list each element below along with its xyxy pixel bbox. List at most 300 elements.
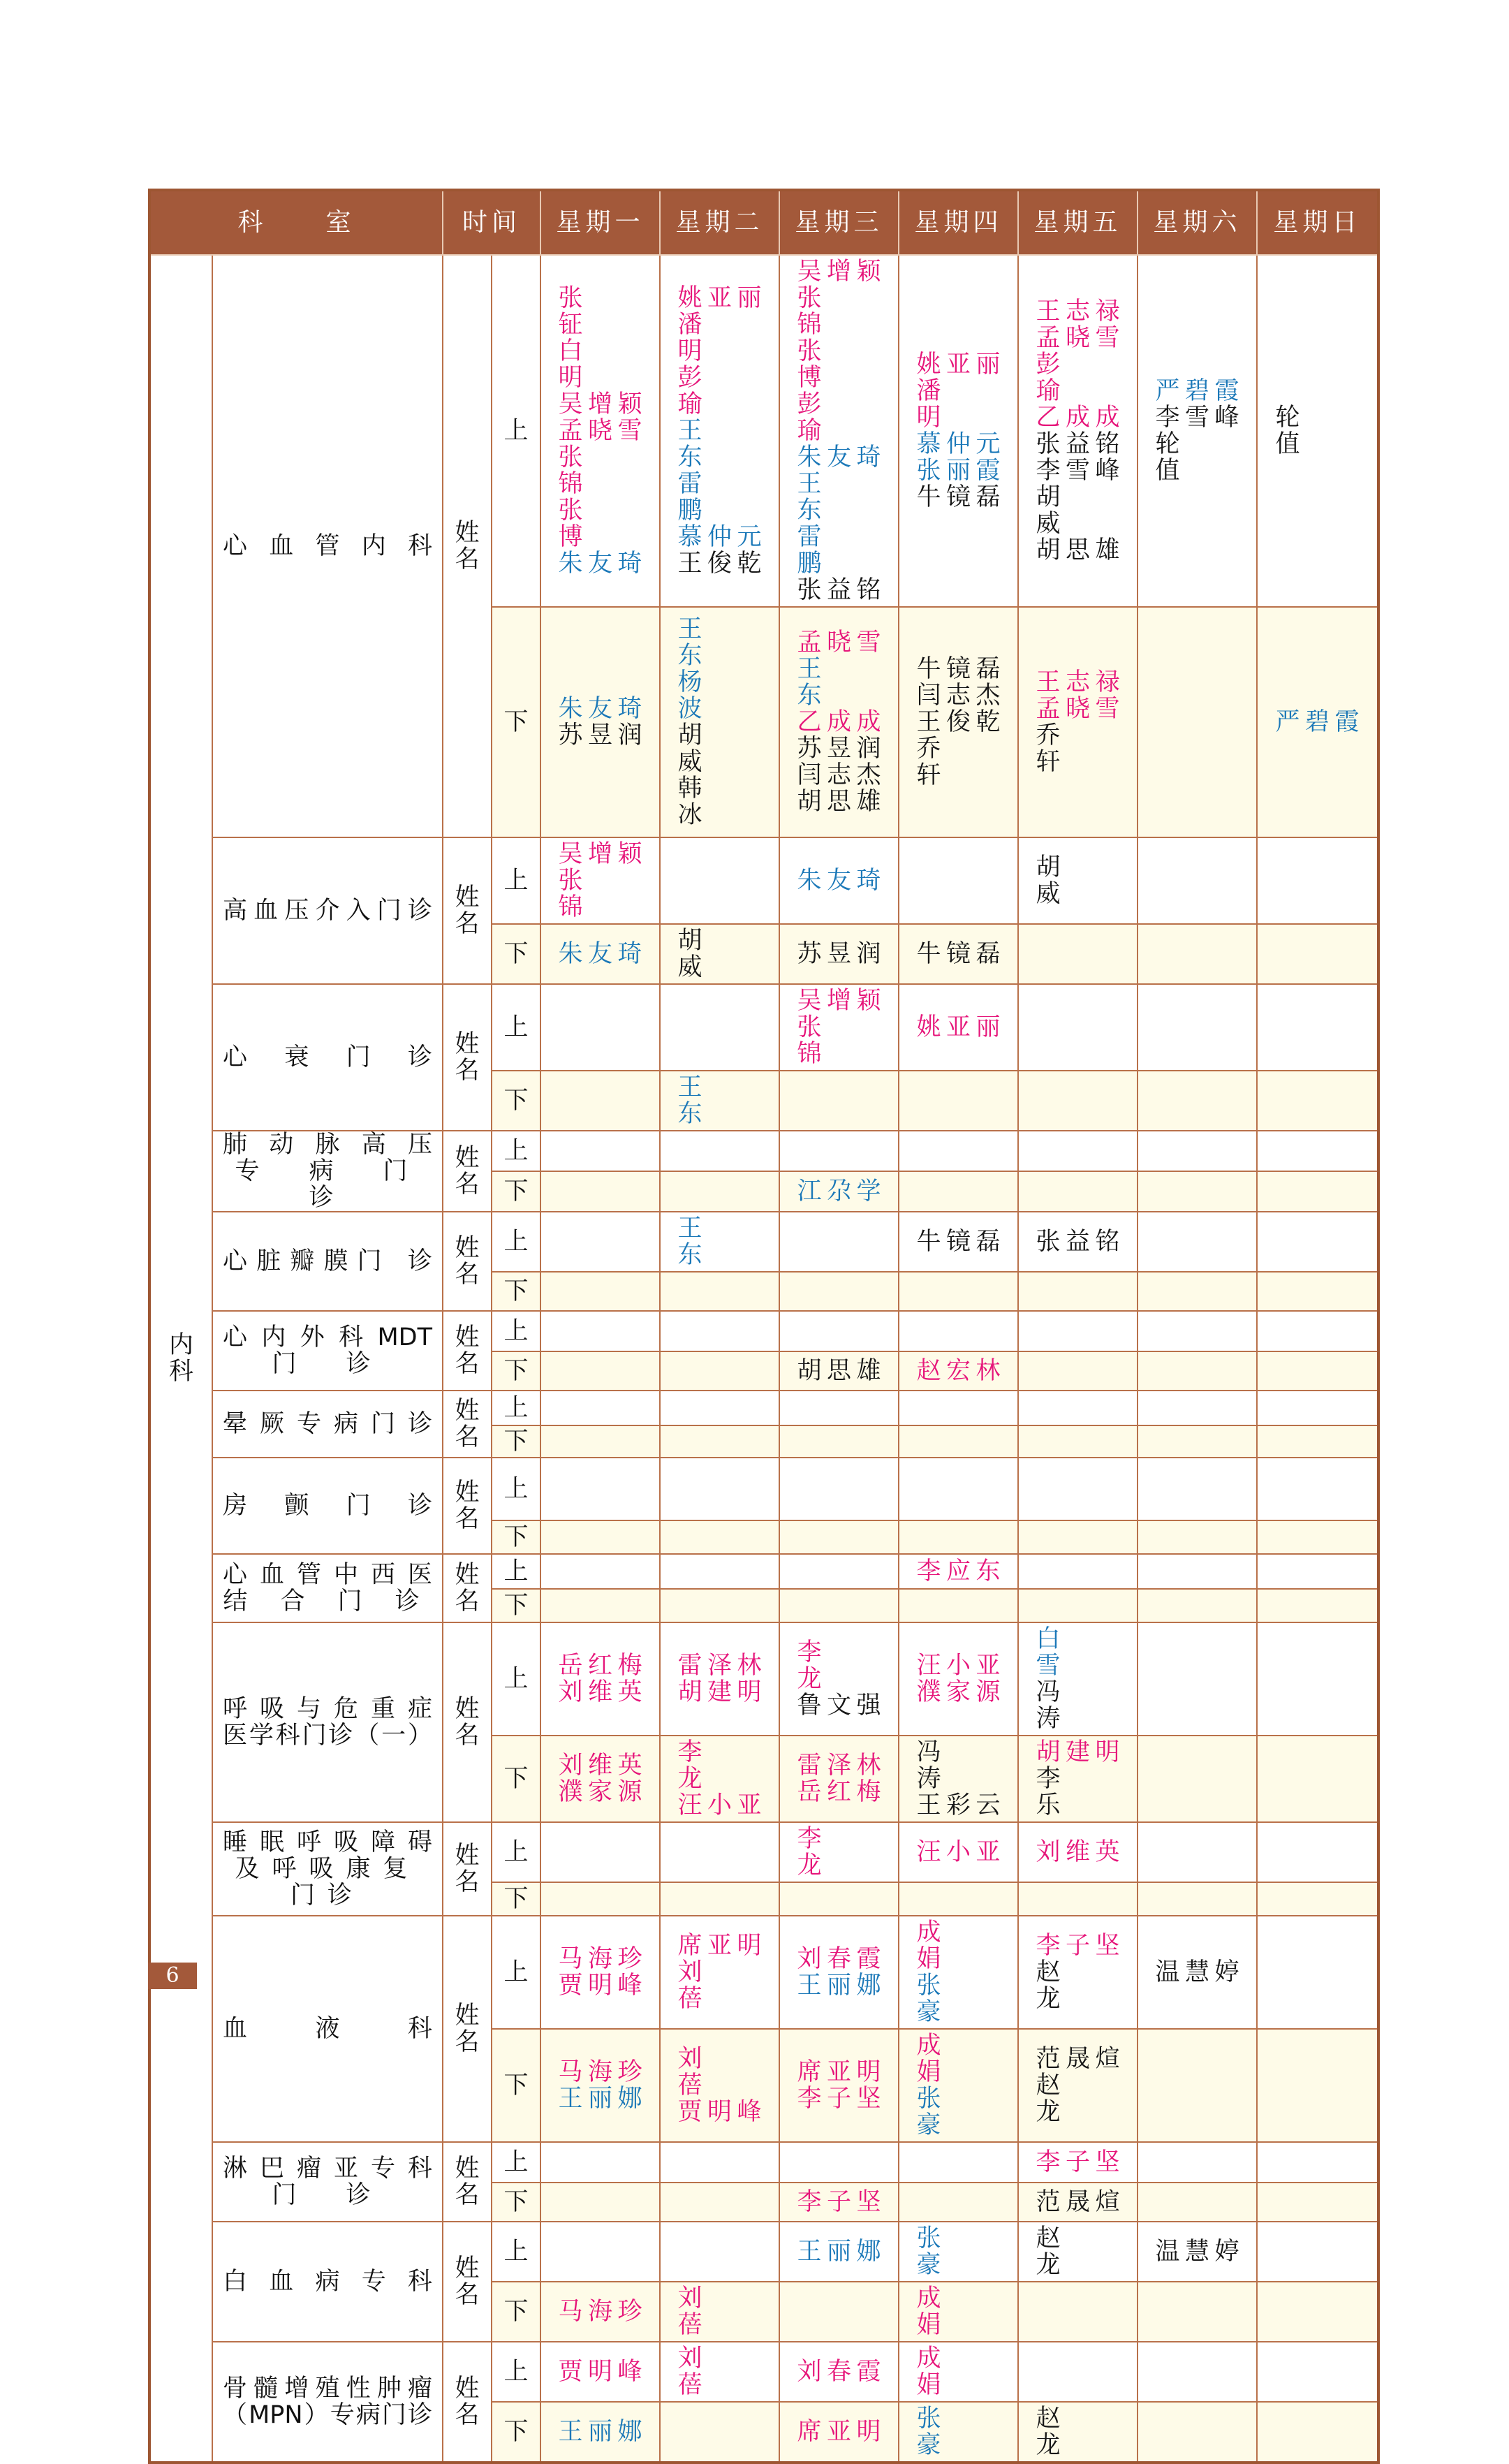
schedule-cell <box>899 2402 1018 2463</box>
doctor-name: 杨 波 <box>677 668 751 723</box>
schedule-cell <box>899 2183 1018 2222</box>
xingming-char: 姓 <box>455 2254 480 2282</box>
session-pm: 下 <box>492 1351 540 1391</box>
schedule-cell <box>899 837 1018 924</box>
session-pm: 下 <box>492 1071 540 1131</box>
department-name-line: 高血压介入门诊 <box>223 897 433 925</box>
xingming-char: 姓 <box>455 1695 480 1723</box>
clinic-schedule-table <box>148 189 1380 2464</box>
department-name-line: 及呼吸康复门诊 <box>235 1855 420 1909</box>
xingming-label <box>443 837 492 984</box>
schedule-cell <box>1018 2282 1138 2342</box>
session-am: 上 <box>492 1622 540 1736</box>
doctor-name: 刘维英 <box>558 1678 642 1706</box>
schedule-cell <box>1138 1351 1257 1391</box>
xingming-char: 姓 <box>455 1144 480 1172</box>
schedule-cell <box>1257 607 1378 837</box>
department-name-line: 心脏瓣膜门 诊 <box>223 1247 433 1275</box>
doctor-name: 王彩云 <box>916 1791 1001 1819</box>
department-name-line: 心 血 管 内 科 <box>223 532 433 560</box>
doctor-name: 雷泽林 <box>677 1652 762 1680</box>
schedule-cell <box>899 2029 1018 2142</box>
doctor-name: 朱友琦 <box>558 550 642 578</box>
doctor-name: 王丽娜 <box>797 2238 881 2266</box>
schedule-cell <box>779 1589 899 1622</box>
doctor-name: 王 东 <box>677 615 751 670</box>
schedule-cell <box>779 1822 899 1882</box>
schedule-cell <box>899 2142 1018 2183</box>
schedule-cell <box>1138 1391 1257 1425</box>
department-name <box>212 1391 443 1458</box>
schedule-cell <box>779 2222 899 2282</box>
schedule-cell <box>1018 607 1138 837</box>
schedule-cell <box>1257 1391 1378 1425</box>
category-char: 科 <box>168 1358 193 1386</box>
schedule-cell <box>1018 1589 1138 1622</box>
session-pm: 下 <box>492 1272 540 1311</box>
doctor-name: 雷 鹏 <box>797 523 871 578</box>
schedule-cell <box>660 1351 779 1391</box>
schedule-cell <box>779 1622 899 1736</box>
schedule-cell <box>540 1272 660 1311</box>
schedule-cell <box>660 1882 779 1916</box>
doctor-name: 成 娟 <box>916 2345 990 2399</box>
doctor-name: 吴增颖 <box>797 258 881 286</box>
schedule-cell <box>540 1458 660 1520</box>
schedule-cell <box>660 1212 779 1272</box>
schedule-cell <box>540 2029 660 2142</box>
schedule-cell <box>1138 2282 1257 2342</box>
xingming-char: 姓 <box>455 1030 480 1058</box>
schedule-cell <box>660 1171 779 1212</box>
schedule-cell <box>1138 2029 1257 2142</box>
schedule-cell <box>540 1554 660 1589</box>
department-name <box>212 2142 443 2222</box>
schedule-cell <box>660 837 779 924</box>
department-name-line: 结 合 门 诊 <box>223 1587 432 1615</box>
session-pm: 下 <box>492 607 540 837</box>
doctor-name: 王俊乾 <box>916 708 1001 736</box>
schedule-cell <box>1257 2222 1378 2282</box>
schedule-cell <box>1018 1736 1138 1822</box>
schedule-row-am <box>149 1822 1378 1882</box>
schedule-cell <box>779 984 899 1071</box>
doctor-name: 吴增颖 <box>558 390 642 418</box>
schedule-cell <box>540 1351 660 1391</box>
schedule-cell <box>1138 1520 1257 1554</box>
schedule-cell <box>1257 1589 1378 1622</box>
schedule-cell <box>779 1071 899 1131</box>
schedule-cell <box>1257 1071 1378 1131</box>
doctor-name: 李 龙 <box>797 1638 871 1693</box>
doctor-name: 乙成成 <box>1036 404 1120 432</box>
schedule-cell <box>540 607 660 837</box>
session-pm: 下 <box>492 2402 540 2463</box>
header-fri: 星期五 <box>1018 190 1138 255</box>
schedule-cell <box>1257 2282 1378 2342</box>
xingming-char: 姓 <box>455 1842 480 1870</box>
header-tue: 星期二 <box>660 190 779 255</box>
doctor-name: 王丽娜 <box>797 1972 881 2000</box>
doctor-name: 闫志杰 <box>916 682 1001 710</box>
xingming-char: 名 <box>455 1261 480 1289</box>
schedule-cell <box>1138 2222 1257 2282</box>
doctor-name: 姚亚丽 <box>916 351 1001 379</box>
schedule-cell <box>540 1131 660 1171</box>
schedule-cell <box>1257 2342 1378 2402</box>
schedule-cell <box>1018 255 1138 607</box>
xingming-label <box>443 1622 492 1822</box>
schedule-cell <box>540 1916 660 2029</box>
schedule-cell <box>1138 1171 1257 1212</box>
schedule-cell <box>540 924 660 984</box>
schedule-cell <box>660 1391 779 1425</box>
doctor-name: 李子坚 <box>797 2188 881 2216</box>
schedule-cell <box>1257 1882 1378 1916</box>
department-name-line: 专 病 门 诊 <box>235 1157 457 1212</box>
department-name <box>212 255 443 837</box>
schedule-cell <box>1257 924 1378 984</box>
doctor-name: 刘维英 <box>558 1752 642 1780</box>
session-am: 上 <box>492 984 540 1071</box>
schedule-cell <box>779 2342 899 2402</box>
schedule-cell <box>779 1212 899 1272</box>
department-name <box>212 2342 443 2463</box>
doctor-name: 李 龙 <box>677 1738 751 1793</box>
xingming-label <box>443 1212 492 1311</box>
schedule-cell <box>779 2282 899 2342</box>
schedule-cell <box>1257 1916 1378 2029</box>
schedule-cell <box>540 1882 660 1916</box>
doctor-name: 席亚明 <box>677 1932 762 1960</box>
doctor-name: 张 锦 <box>797 284 871 339</box>
xingming-label <box>443 255 492 837</box>
category-cell <box>149 255 212 2463</box>
xingming-char: 名 <box>455 2281 480 2309</box>
department-name-line: 白 血 病 专 科 <box>223 2268 433 2296</box>
doctor-name: 张 豪 <box>916 2405 990 2459</box>
doctor-name: 刘维英 <box>1036 1838 1120 1866</box>
doctor-name: 慕仲元 <box>916 430 1001 458</box>
schedule-cell <box>899 1458 1018 1520</box>
schedule-cell <box>540 1589 660 1622</box>
xingming-char: 名 <box>455 1505 480 1533</box>
schedule-cell <box>779 1736 899 1822</box>
doctor-name: 姚亚丽 <box>677 284 762 312</box>
schedule-cell <box>779 1520 899 1554</box>
schedule-cell <box>660 2142 779 2183</box>
session-am: 上 <box>492 1822 540 1882</box>
doctor-name: 朱友琦 <box>797 443 881 471</box>
schedule-cell <box>1018 1822 1138 1882</box>
schedule-cell <box>899 1589 1018 1622</box>
schedule-cell <box>779 1554 899 1589</box>
doctor-name: 苏昱润 <box>797 735 881 763</box>
doctor-name: 马海珍 <box>558 2058 642 2086</box>
doctor-name: 汪小亚 <box>916 1838 1001 1866</box>
doctor-name: 张 博 <box>797 337 871 392</box>
schedule-cell <box>1018 984 1138 1071</box>
schedule-cell <box>540 1171 660 1212</box>
department-name-line: 血 液 科 <box>223 2015 433 2043</box>
schedule-cell <box>1138 1212 1257 1272</box>
schedule-cell <box>1257 2142 1378 2183</box>
schedule-cell <box>779 1916 899 2029</box>
xingming-label <box>443 2342 492 2463</box>
xingming-char: 名 <box>455 1423 480 1451</box>
department-name-line: 心 内 外 科 MDT <box>223 1323 433 1351</box>
schedule-cell <box>779 1882 899 1916</box>
doctor-name: 张益铭 <box>797 576 881 604</box>
schedule-cell <box>1138 1589 1257 1622</box>
doctor-name: 贾明峰 <box>677 2098 762 2126</box>
doctor-name: 彭 瑜 <box>1036 351 1110 405</box>
schedule-cell <box>1257 837 1378 924</box>
doctor-name: 李子坚 <box>1036 2148 1120 2176</box>
department-name-line: 门 诊 <box>272 1350 383 1378</box>
doctor-name: 李雪峰 <box>1036 457 1120 485</box>
schedule-cell <box>540 1822 660 1882</box>
session-pm: 下 <box>492 1736 540 1822</box>
xingming-char: 名 <box>455 1587 480 1615</box>
doctor-name: 范晟煊 <box>1036 2188 1120 2216</box>
category-char: 内 <box>168 1331 193 1359</box>
doctor-name: 王俊乾 <box>677 550 762 578</box>
doctor-name: 白 明 <box>558 337 632 392</box>
schedule-cell <box>1257 1822 1378 1882</box>
schedule-cell <box>779 2183 899 2222</box>
xingming-label <box>443 2142 492 2222</box>
xingming-char: 姓 <box>455 1397 480 1425</box>
department-name-line: 房 颤 门 诊 <box>223 1492 433 1520</box>
session-pm: 下 <box>492 2183 540 2222</box>
schedule-row-am <box>149 984 1378 1071</box>
schedule-cell <box>660 1425 779 1458</box>
doctor-name: 胡 威 <box>1036 853 1110 908</box>
doctor-name: 江尕学 <box>797 1178 881 1205</box>
department-name-line: 医学科门诊（一） <box>223 1722 433 1750</box>
doctor-name: 刘 蓓 <box>677 1958 751 2013</box>
schedule-cell <box>1257 1212 1378 1272</box>
doctor-name: 乔 轩 <box>916 735 990 789</box>
xingming-char: 名 <box>455 1350 480 1378</box>
schedule-cell <box>899 607 1018 837</box>
department-name-line: （MPN）专病门诊 <box>223 2401 433 2429</box>
session-am: 上 <box>492 2142 540 2183</box>
department-name <box>212 1822 443 1916</box>
doctor-name: 雷泽林 <box>797 1752 881 1780</box>
schedule-cell <box>660 2029 779 2142</box>
schedule-cell <box>1257 2029 1378 2142</box>
doctor-name: 孟晓雪 <box>797 629 881 657</box>
schedule-cell <box>540 2222 660 2282</box>
schedule-cell <box>1257 1736 1378 1822</box>
schedule-cell <box>1018 1272 1138 1311</box>
schedule-cell <box>660 607 779 837</box>
schedule-cell <box>899 1822 1018 1882</box>
doctor-name: 王 东 <box>677 417 751 471</box>
schedule-cell <box>779 2142 899 2183</box>
schedule-cell <box>540 2282 660 2342</box>
schedule-cell <box>660 1520 779 1554</box>
doctor-name: 牛镜磊 <box>916 655 1001 683</box>
schedule-cell <box>1257 984 1378 1071</box>
schedule-cell <box>1138 1071 1257 1131</box>
schedule-cell <box>660 2282 779 2342</box>
department-name <box>212 984 443 1131</box>
session-am: 上 <box>492 255 540 607</box>
doctor-name: 成 娟 <box>916 1919 990 1973</box>
session-pm: 下 <box>492 1425 540 1458</box>
schedule-cell <box>540 2142 660 2183</box>
doctor-name: 赵 龙 <box>1036 2071 1110 2126</box>
xingming-char: 姓 <box>455 2155 480 2183</box>
schedule-row-am <box>149 2342 1378 2402</box>
schedule-cell <box>899 1272 1018 1311</box>
doctor-name: 王 东 <box>797 470 871 525</box>
schedule-cell <box>779 2402 899 2463</box>
schedule-cell <box>540 1736 660 1822</box>
schedule-cell <box>660 1589 779 1622</box>
schedule-cell <box>660 1554 779 1589</box>
doctor-name: 王 东 <box>677 1073 751 1128</box>
schedule-row-am <box>149 1554 1378 1589</box>
schedule-cell <box>540 1071 660 1131</box>
schedule-row-am <box>149 1458 1378 1520</box>
schedule-cell <box>899 1736 1018 1822</box>
schedule-cell <box>540 255 660 607</box>
schedule-cell <box>540 1520 660 1554</box>
doctor-name: 成 娟 <box>916 2032 990 2086</box>
schedule-cell <box>1018 1425 1138 1458</box>
session-pm: 下 <box>492 2282 540 2342</box>
doctor-name: 马海珍 <box>558 2298 642 2326</box>
schedule-cell <box>1018 1212 1138 1272</box>
doctor-name: 王丽娜 <box>558 2085 642 2113</box>
schedule-cell <box>779 1425 899 1458</box>
schedule-cell <box>1018 1351 1138 1391</box>
schedule-cell <box>1018 2402 1138 2463</box>
xingming-char: 名 <box>455 2401 480 2429</box>
doctor-name: 张益铭 <box>1036 1228 1120 1256</box>
schedule-cell <box>1018 1131 1138 1171</box>
department-name <box>212 1622 443 1822</box>
doctor-name: 王志禄 <box>1036 298 1120 325</box>
session-am: 上 <box>492 837 540 924</box>
doctor-name: 朱友琦 <box>558 695 642 723</box>
schedule-cell <box>1018 2222 1138 2282</box>
department-name-line: 心 衰 门 诊 <box>223 1043 433 1071</box>
schedule-cell <box>660 1071 779 1131</box>
schedule-cell <box>1138 2142 1257 2183</box>
schedule-cell <box>899 1520 1018 1554</box>
doctor-name: 温慧婷 <box>1155 2238 1239 2266</box>
session-am: 上 <box>492 1458 540 1520</box>
xingming-char: 名 <box>455 2028 480 2056</box>
xingming-char: 名 <box>455 910 480 938</box>
schedule-cell <box>779 1171 899 1212</box>
xingming-char: 姓 <box>455 1561 480 1589</box>
schedule-cell <box>540 1622 660 1736</box>
schedule-cell <box>1138 255 1257 607</box>
doctor-name: 胡建明 <box>1036 1738 1120 1766</box>
session-am: 上 <box>492 1311 540 1351</box>
doctor-name: 胡建明 <box>677 1678 762 1706</box>
xingming-char: 名 <box>455 1868 480 1896</box>
session-am: 上 <box>492 1131 540 1171</box>
schedule-cell <box>899 1351 1018 1391</box>
doctor-name: 濮家源 <box>916 1678 1001 1706</box>
schedule-row-am <box>149 1131 1378 1171</box>
schedule-cell <box>660 2402 779 2463</box>
schedule-cell <box>1018 1520 1138 1554</box>
doctor-name: 牛镜磊 <box>916 1228 1001 1256</box>
xingming-label <box>443 1822 492 1916</box>
schedule-cell <box>899 1171 1018 1212</box>
doctor-name: 王 东 <box>797 655 871 710</box>
schedule-row-am <box>149 1212 1378 1272</box>
schedule-cell <box>1257 1171 1378 1212</box>
header-wed: 星期三 <box>779 190 899 255</box>
doctor-name: 彭 瑜 <box>797 390 871 445</box>
schedule-row-am <box>149 2142 1378 2183</box>
schedule-row-am <box>149 255 1378 607</box>
xingming-label <box>443 984 492 1131</box>
schedule-cell <box>779 837 899 924</box>
department-name <box>212 1458 443 1554</box>
session-pm: 下 <box>492 1520 540 1554</box>
xingming-char: 姓 <box>455 2375 480 2403</box>
doctor-name: 王 东 <box>677 1215 751 1269</box>
doctor-name: 潘 明 <box>916 377 990 432</box>
schedule-cell <box>779 1131 899 1171</box>
doctor-name: 刘 蓓 <box>677 2285 751 2339</box>
header-sun: 星期日 <box>1257 190 1378 255</box>
schedule-cell <box>660 2342 779 2402</box>
doctor-name: 张 博 <box>558 497 632 551</box>
xingming-label <box>443 1554 492 1622</box>
doctor-name: 冯 涛 <box>1036 1678 1110 1733</box>
department-name-line: 心 血 管 中 西 医 <box>223 1561 433 1589</box>
schedule-cell <box>779 2029 899 2142</box>
schedule-cell <box>1257 1351 1378 1391</box>
doctor-name: 孟晓雪 <box>1036 324 1120 352</box>
session-am: 上 <box>492 2342 540 2402</box>
schedule-cell <box>660 2222 779 2282</box>
doctor-name: 轮 值 <box>1155 430 1229 485</box>
session-am: 上 <box>492 2222 540 2282</box>
schedule-cell <box>660 1458 779 1520</box>
doctor-name: 朱友琦 <box>797 867 881 895</box>
schedule-cell <box>899 1391 1018 1425</box>
schedule-cell <box>899 1212 1018 1272</box>
department-name-line: 睡 眠 呼 吸 障 碍 <box>223 1828 433 1856</box>
schedule-cell <box>1138 1622 1257 1736</box>
xingming-char: 姓 <box>455 519 480 547</box>
xingming-char: 姓 <box>455 1479 480 1506</box>
doctor-name: 赵 龙 <box>1036 2405 1110 2459</box>
doctor-name: 张 豪 <box>916 2224 990 2279</box>
session-pm: 下 <box>492 924 540 984</box>
xingming-label <box>443 2222 492 2342</box>
doctor-name: 刘 蓓 <box>677 2345 751 2399</box>
doctor-name: 鲁文强 <box>797 1692 881 1719</box>
schedule-cell <box>1018 1622 1138 1736</box>
department-name-line: 肺 动 脉 高 压 <box>223 1131 433 1159</box>
doctor-name: 胡 威 <box>677 927 751 981</box>
schedule-cell <box>1257 1554 1378 1589</box>
header-thu: 星期四 <box>899 190 1018 255</box>
